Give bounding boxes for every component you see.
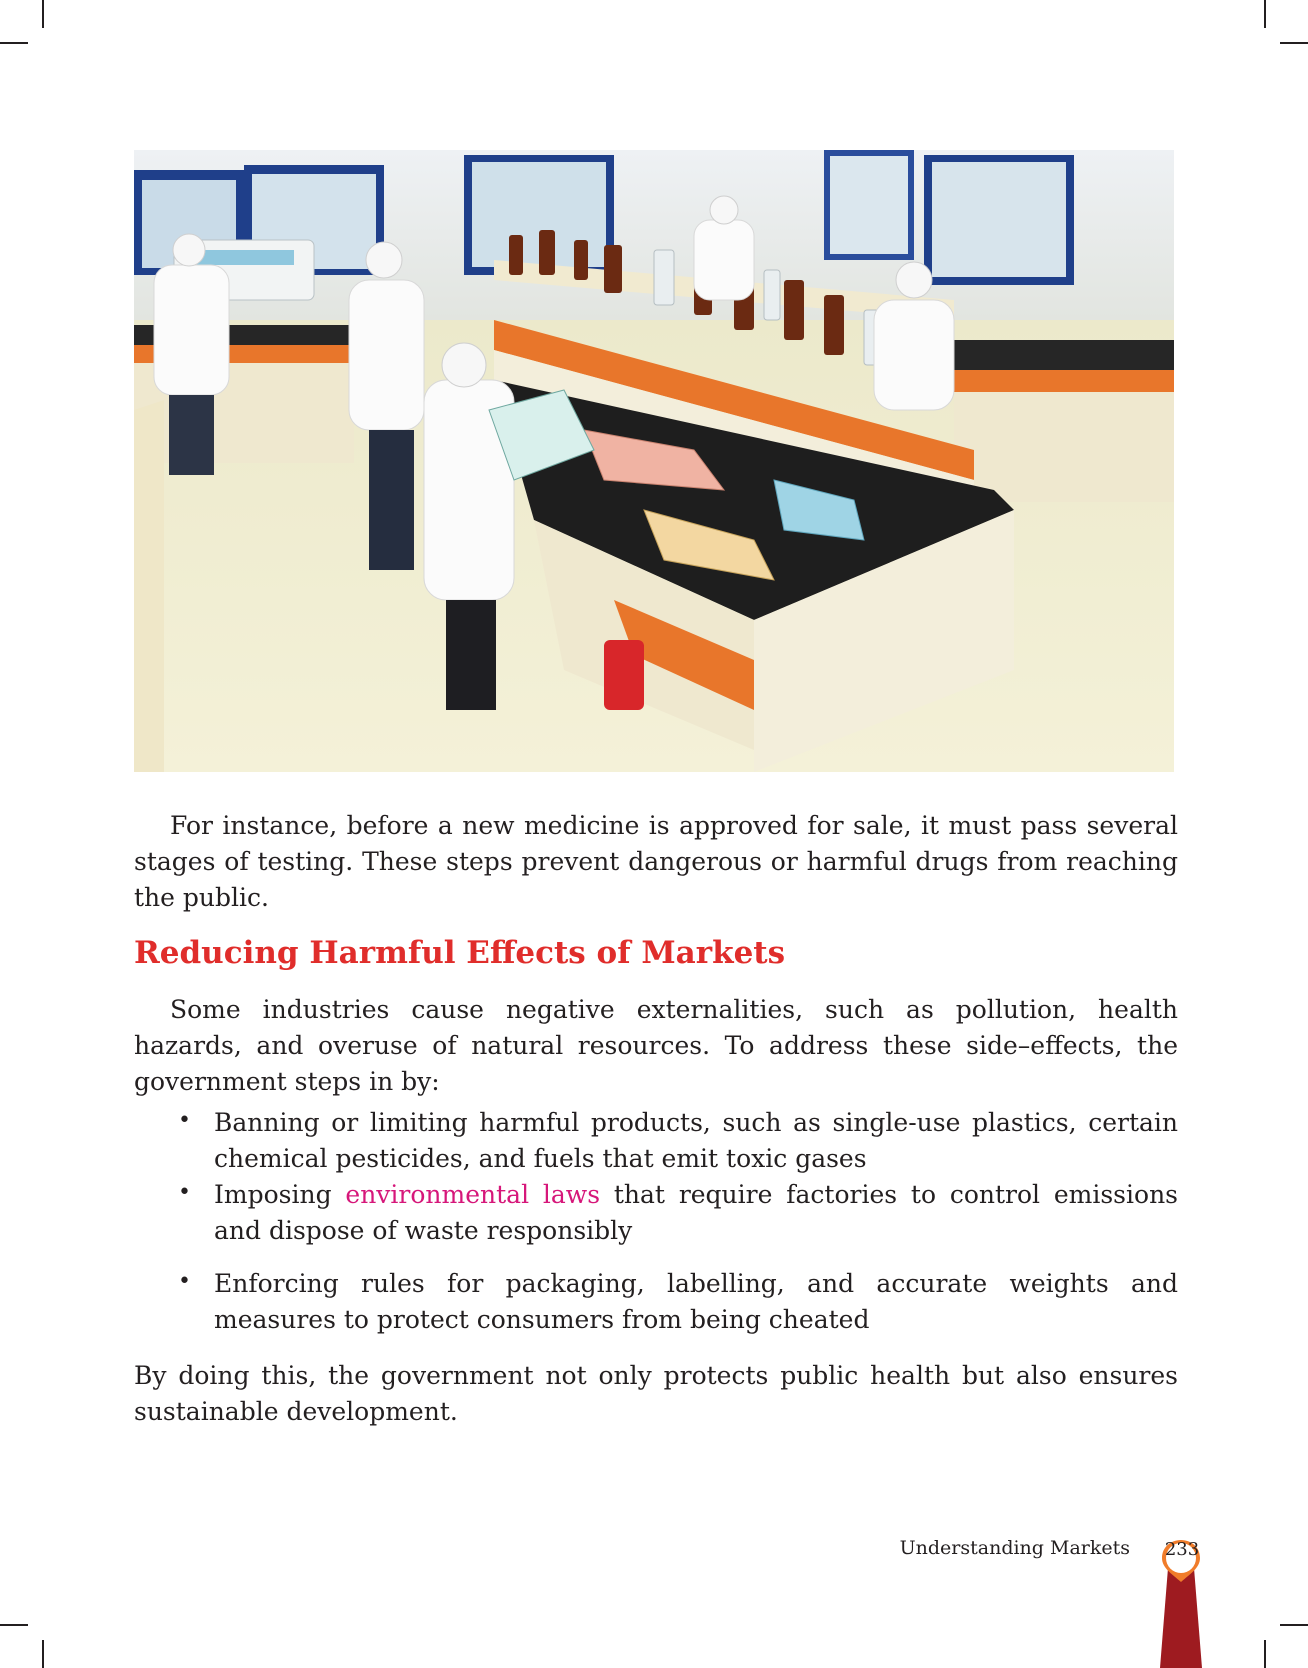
list-item-text: Banning or limiting harmful products, such as single-use plastics, certain chemical pesticides, and fuels that emit toxic gases [214, 1108, 1178, 1173]
paragraph-medicine-testing: For instance, before a new medicine is approved for sale, it must pass several stages of testing. These steps prevent dangerous or harmful drugs from reaching the public. [134, 811, 1178, 912]
crop-mark [0, 1624, 28, 1626]
list-item-text-pre: Imposing [214, 1180, 346, 1209]
crop-mark [1264, 1640, 1266, 1668]
highlighted-term: environmental laws [345, 1180, 601, 1209]
bullet-icon: • [178, 1180, 191, 1205]
bullet-icon: • [178, 1108, 191, 1133]
paragraph-conclusion: By doing this, the government not only protects public health but also ensures sustainable development. [134, 1361, 1178, 1426]
crop-mark [42, 1640, 44, 1668]
crop-mark [42, 0, 44, 28]
list-item-text: Enforcing rules for packaging, labelling, and accurate weights and measures to protect consumers from being cheated [214, 1269, 1178, 1334]
paragraph-externalities: Some industries cause negative externalities, such as pollution, health hazards, and overuse of natural resources. To address these side–effects, the government steps in by: [134, 995, 1178, 1096]
page-number: 233 [1164, 1539, 1200, 1560]
crop-mark [1280, 1624, 1308, 1626]
footer-book-title: Understanding Markets [899, 1537, 1130, 1559]
list-item [134, 1177, 1178, 1249]
section-heading: Reducing Harmful Effects of Markets [134, 935, 786, 971]
bullet-icon: • [178, 1269, 191, 1294]
list-item [134, 1105, 1178, 1177]
list-item-text-post: that require factories to control emissions and dispose of waste responsibly [214, 1180, 1178, 1245]
crop-mark [1280, 42, 1308, 44]
list-item [134, 1266, 1178, 1338]
government-measures-list [134, 1105, 1178, 1338]
crop-mark [1264, 0, 1266, 28]
crop-mark [0, 42, 28, 44]
laboratory-photo [134, 150, 1174, 772]
